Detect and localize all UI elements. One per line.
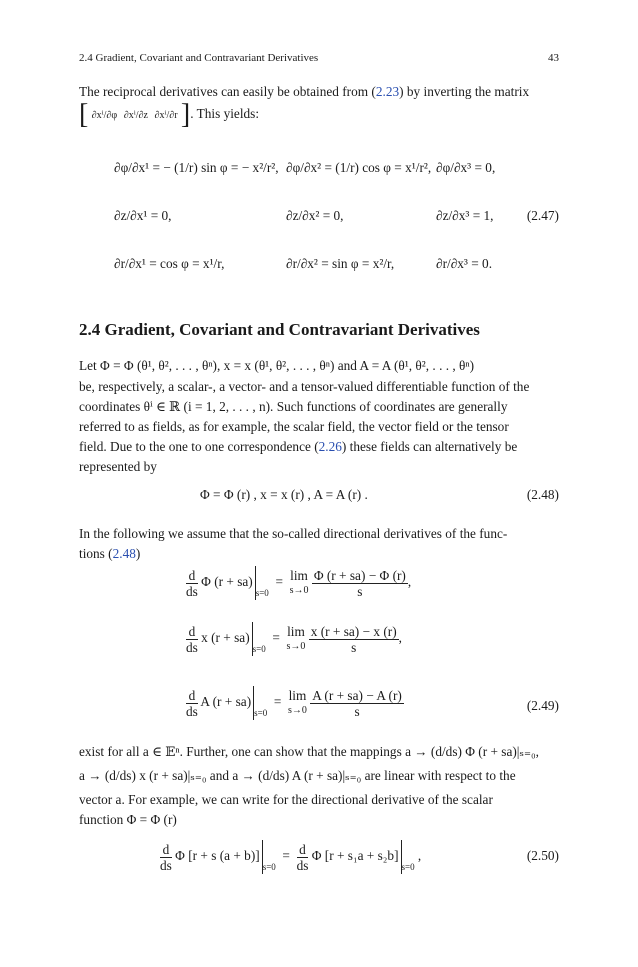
matrix-bracket-left: [ — [79, 98, 89, 130]
eq249-lhs-1: Φ (r + sa) — [201, 574, 253, 590]
page-number: 43 — [548, 52, 559, 64]
para1-line-6: represented by — [79, 459, 157, 474]
ref-link-2-23[interactable]: 2.23 — [375, 84, 400, 99]
para3-line-1: exist for all a ∈ 𝔼ⁿ. Further, one can show that the mappings a → (d/ds) Φ (r + sa)|ₛ₌₀, — [79, 744, 539, 759]
running-header-section: 2.4 Gradient, Covariant and Contravariant Derivatives — [79, 52, 319, 64]
eq249-number: (2.49) — [526, 698, 559, 713]
matrix-entry-2: ∂xⁱ/∂z — [123, 110, 148, 121]
para1-line-4: referred to as fields, as for example, the scalar field, the vector field or the tensor — [79, 419, 509, 434]
para2-line-2: tions (2.48) — [79, 546, 141, 561]
eq250-rhs: Φ [r + s₁a + s₂b] — [311, 848, 399, 864]
eq248-number: (2.48) — [526, 487, 559, 502]
eq247-r1c2: ∂φ/∂x² = (1/r) cos φ = x¹/r², — [286, 160, 432, 175]
eq247-r2c3: ∂z/∂x³ = 1, — [436, 208, 494, 223]
section-title: 2.4 Gradient, Covariant and Contravariant Derivatives — [79, 320, 480, 339]
para1-line-3: coordinates θⁱ ∈ ℝ (i = 1, 2, . . . , n). Such functions of coordinates are generally — [79, 399, 508, 414]
eq249-row-1: $\frac{d}{ds}$ Φ $(r + sa)_{s=0}$ = lim s→0 $\frac{\Phi (r + sa) - \Phi (r)}{s}$ , — [186, 567, 412, 599]
eq249-lhs-3: A (r + sa) — [200, 694, 252, 710]
ref-link-2-48[interactable]: 2.48 — [112, 546, 136, 561]
eq247-r2c1: ∂z/∂x¹ = 0, — [114, 208, 172, 223]
eq250-lhs: Φ [r + s (a + b)] — [175, 848, 260, 864]
eq247-r2c2: ∂z/∂x² = 0, — [286, 208, 344, 223]
eq247-r1c3: ∂φ/∂x³ = 0, — [436, 160, 496, 175]
eq249-lhs-2: x (r + sa) — [201, 630, 250, 646]
eq247-number: (2.47) — [526, 208, 559, 223]
eq250-number: (2.50) — [526, 848, 559, 863]
intro-line-2: [ ∂xⁱ/∂φ ∂xⁱ/∂z ∂xⁱ/∂r ]. This yields: — [79, 98, 260, 130]
matrix-entry-1: ∂xⁱ/∂φ — [91, 110, 118, 121]
eq250-row: $\frac{d}{ds}$ Φ [r + s $(a + b)]_{s=0}$ = $\frac{d}{ds}$ Φ $[r + s_1a + s_2b]_{s=0}$ , — [160, 841, 422, 873]
ref-link-2-26[interactable]: 2.26 — [318, 439, 342, 454]
eq247-r3c3: ∂r/∂x³ = 0. — [436, 256, 493, 271]
para1-line-2: be, respectively, a scalar-, a vector- and a tensor-valued differentiable function of the — [79, 379, 530, 394]
para3-line-3: vector a. For example, we can write for the directional derivative of the scalar — [79, 792, 493, 807]
eq247-r3c2: ∂r/∂x² = sin φ = x²/r, — [286, 256, 395, 271]
eq249-rhs-2: x (r + sa) − x (r) — [310, 623, 397, 639]
eq249-rhs-3: A (r + sa) − A (r) — [312, 687, 402, 703]
eq249-row-2: $\frac{d}{ds}$ x $(r + sa)_{s=0}$ = lim s→0 $\frac{x (r + sa) - x (r)}{s}$ , — [186, 623, 402, 655]
eq249-row-3: $\frac{d}{ds}$ A $(r + sa)_{s=0}$ = lim s→0 $\frac{A (r + sa) - A (r)}{s}$ — [186, 687, 402, 719]
eq247-r1c1: ∂φ/∂x¹ = − (1/r) sin φ = − x²/r², — [114, 160, 279, 175]
para3-line-4: function Φ = Φ (r) — [79, 812, 177, 827]
para1-line-1: Let Φ = Φ (θ¹, θ², . . . , θⁿ), x = x (θ¹, θ², . . . , θⁿ) and A = A (θ¹, θ², . . . , θⁿ) — [79, 358, 475, 373]
eq247-r3c1: ∂r/∂x¹ = cos φ = x¹/r, — [114, 256, 225, 271]
para2-line-1: In the following we assume that the so-called directional derivatives of the func- — [79, 526, 508, 541]
matrix-entry-3: ∂xⁱ/∂r — [154, 110, 178, 121]
para1-line-5: field. Due to the one to one correspondence (2.26) these fields can alternatively be — [79, 439, 518, 454]
matrix-bracket-right: ] — [180, 98, 191, 130]
intro-line-1: The reciprocal derivatives can easily be obtained from (2.23) by inverting the matrix — [79, 84, 530, 99]
para3-line-2: a → (d/ds) x (r + sa)|ₛ₌₀ and a → (d/ds) A (r + sa)|ₛ₌₀ are linear with respect to the — [79, 768, 516, 783]
eq248-text: Φ = Φ (r) , x = x (r) , A = A (r) . — [200, 487, 368, 502]
eq249-rhs-1: Φ (r + sa) − Φ (r) — [313, 567, 406, 583]
